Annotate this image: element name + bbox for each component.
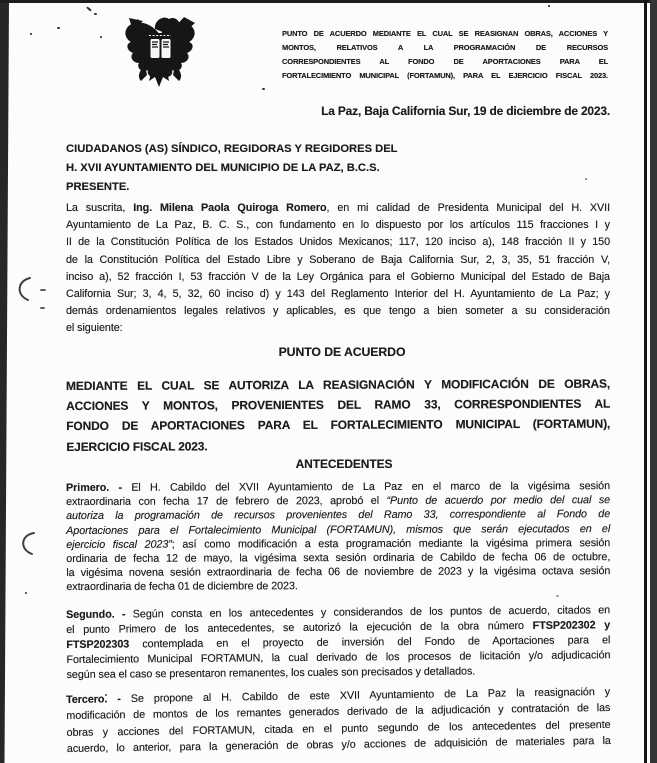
handwritten-parenthesis-mark	[11, 276, 35, 302]
paragraph-primero: Primero. - El H. Cabildo del XVII Ayuntamiento de La Paz en el marco de la vigésima sesión extraordinaria con fecha 17 de febrero de 2023, aprobó el “Punto de acuerdo por medio del cual se autoriza la programación de recursos provenientes del Ramo 33, correspondiente al Fondo de Aportaciones para el Fortalecimiento Municipal (FORTAMUN), mismos que serán ejecutados en el ejercicio fiscal 2023”; así como modificación a esta programación mediante la vigésima primera sesión ordinaria de fecha 12 de mayo, la vigésima sexta sesión ordinaria de Cabildo de fecha 06 de octubre, la vigésima novena sesión extraordinaria de fecha 06 de noviembre de 2023 y la vigésima octava sesión extraordinaria de fecha 01 de diciembre de 2023.	[66, 480, 611, 594]
eagle-coat-of-arms-icon	[121, 15, 199, 89]
document-summary-header: PUNTO DE ACUERDO MEDIANTE EL CUAL SE REASIGNAN OBRAS, ACCIONES Y MONTOS, RELATIVOS A LA PROGRAMACIÓN DE RECURSOS CORRESPONDIENTES AL FONDO DE APORTACIONES PARA EL FORTALECIMIENTO MUNICIPAL (FORTAMUN), PARA EL EJERCICIO FISCAL 2023.	[282, 29, 608, 80]
scan-border-right-band	[650, 0, 657, 763]
decree-paragraph: MEDIANTE EL CUAL SE AUTORIZA LA REASIGNACIÓN Y MODIFICACIÓN DE OBRAS, ACCIONES Y MONTOS, PROVENIENTES DEL RAMO 33, CORRESPONDIENTES AL FONDO DE APORTACIONES PARA EL FORTALECIMIENTO MUNICIPAL (FORTAMUN), EJERCICIO FISCAL 2023.	[66, 376, 611, 454]
handwritten-parenthesis-mark	[14, 530, 38, 556]
paragraph-tercero: Tercero. - Se propone al H. Cabildo de este XVII Ayuntamiento de La Paz la reasignación y modificación de montos de los remantes generados derivado de la adjudicación y contratación de las obras y acciones del FORTAMUN, citada en el punto segundo de los antecedentes del presente acuerdo, lo anterior, para la generación de obras y/o acciones de adquisición de materiales para la	[66, 685, 611, 756]
scan-border-left	[0, 0, 9, 763]
dateline: La Paz, Baja California Sur, 19 de diciembre de 2023.	[321, 104, 610, 118]
intro-paragraph: La suscrita, Ing. Milena Paola Quiroga Romero, en mi calidad de Presidenta Municipal del H. XVII Ayuntamiento de La Paz, B. C. S., con fundamento en lo dispuesto por los artículos 115 fracciones I y II de la Constitución Política de los Estados Unidos Mexicanos; 117, 120 inciso a), 148 fracción II y 150 de la Constitución Política del Estado Libre y Soberano de Baja California Sur, 2, 3, 35, 51 fracción V, inciso a), 52 fracción I, 53 fracción V de la Ley Orgánica para el Gobierno Municipal del Estado de Baja California Sur; 3, 4, 5, 32, 60 inciso d) y 143 del Reglamento Interior del H. Ayuntamiento de La Paz; y demás ordenamientos legales relativos y aplicables, es que tengo a bien someter a su consideración el siguiente:	[66, 202, 610, 335]
scan-border-top	[0, 0, 657, 3]
scan-border-right-line	[644, 0, 647, 763]
addressee-block: CIUDADANOS (AS) SÍNDICO, REGIDORAS Y REGIDORES DEL H. XVII AYUNTAMIENTO DEL MUNICIPIO DE LA PAZ, B.C.S. PRESENTE.	[66, 143, 398, 193]
antecedentes-heading: ANTECEDENTES	[295, 457, 393, 471]
paragraph-segundo: Segundo. - Según consta en los antecedentes y considerandos de los puntos de acuerdo, citados en el punto Primero de los antecedentes, se autorizó la ejecución de la obra número FTSP202302 y FTSP202303 contemplada en el proyecto de inversión del Fondo de Aportaciones para el Fortalecimiento Municipal FORTAMUN, la cual derivado de los procesos de licitación y/o adjudicación según sea el caso se presentaron remanentes, los cuales son precisados y detallados.	[66, 604, 611, 681]
punto-de-acuerdo-heading: PUNTO DE ACUERDO	[278, 345, 406, 359]
